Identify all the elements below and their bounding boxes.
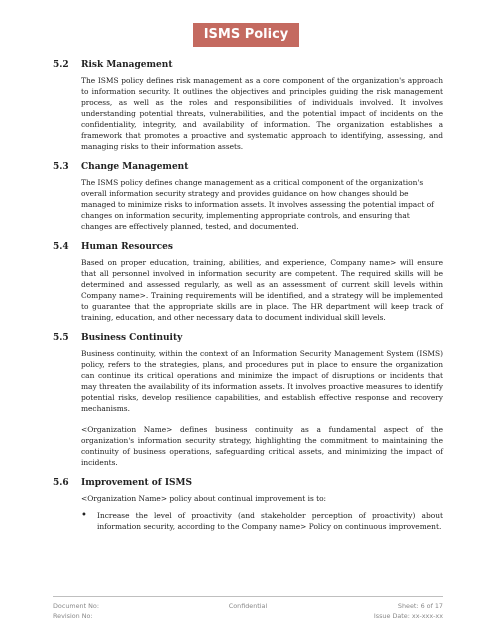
bullet-list (81, 510, 443, 532)
paragraph: <Organization Name> defines business continuity as a fundamental aspect of the organization's information security strategy, highlighting the commitment to maintaining the continuity of business operations, safeguarding critical assets, and minimizing the impact of incidents. (81, 425, 443, 467)
document-body (53, 59, 443, 541)
list-item-text: Increase the level of proactivity (and stakeholder perception of proactivity) about information security, according to the Company name> Policy on continuous improvement. (97, 511, 443, 531)
section-number: 5.4 (53, 242, 69, 252)
footer-document-no: Document No: (53, 602, 99, 610)
footer-confidential: Confidential (228, 602, 268, 610)
paragraph: <Organization Name> policy about continual improvement is to: (81, 494, 327, 503)
section-heading (53, 161, 443, 174)
section-number: 5.6 (53, 478, 69, 488)
paragraph: The ISMS policy defines change management as a critical component of the organization's overall information security strategy and provides guidance on how changes should be managed to minimize risks to information assets. It involves assessing the potential impact of changes on information security, implementing appropriate controls, and ensuring that changes are effectively planned, tested, and documented. (81, 178, 434, 231)
footer-sheet: Sheet: 6 of 17 (397, 602, 443, 610)
paragraph: Based on proper education, training, abilities, and experience, Company name> will ensure that all personnel involved in information security are competent. The required skills will be determined and assessed regularly, as well as an assessment of current skill levels within Company name>. Training requirements will be identified, and a strategy will be implemented to guarantee that the appropriate skills are in place. The HR department will keep track of training, education, and other necessary data to document individual skill levels. (81, 258, 443, 322)
section-number: 5.2 (53, 60, 69, 70)
section-title: Change Management (81, 162, 189, 172)
section-improvement-of-isms (53, 477, 443, 532)
section-human-resources (53, 241, 443, 323)
document-title-banner: ISMS Policy (193, 23, 299, 47)
footer-revision-no: Revision No: (53, 612, 93, 620)
section-business-continuity (53, 332, 443, 468)
paragraph: The ISMS policy defines risk management as a core component of the organization's approach to information security. It outlines the objectives and principles guiding the risk management process, as well as the roles and responsibilities of individuals involved. It involves understanding potential threats, vulnerabilities, and the potential impact of incidents on the confidentiality, integrity, and availability of information. The organization establishes a framework that promotes a proactive and systematic approach to identifying, assessing, and managing risks to their information assets. (81, 76, 443, 151)
section-title: Human Resources (81, 242, 173, 252)
page-footer (53, 601, 443, 621)
paragraph: Business continuity, within the context of an Information Security Management System (ISMS) policy, refers to the strategies, plans, and procedures put in place to ensure the organization can continue its critical operations and minimize the impact of disruptions or incidents that may threaten the availability of its information assets. It involves proactive measures to identify potential risks, develop resilience capabilities, and establish effective response and recovery mechanisms. (81, 349, 443, 413)
footer-row (53, 611, 443, 621)
section-risk-management (53, 59, 443, 152)
bullet-icon: • (81, 510, 87, 521)
list-item (81, 510, 443, 532)
footer-row (53, 601, 443, 611)
section-number: 5.3 (53, 162, 69, 172)
footer-divider (53, 596, 443, 597)
section-heading (53, 332, 443, 345)
section-heading (53, 241, 443, 254)
section-title: Risk Management (81, 60, 173, 70)
section-title: Improvement of ISMS (81, 478, 192, 488)
section-number: 5.5 (53, 333, 69, 343)
footer-issue-date: Issue Date: xx-xxx-xx (373, 612, 443, 620)
footer-spacer (184, 611, 313, 621)
section-heading (53, 477, 443, 490)
section-title: Business Continuity (81, 333, 183, 343)
section-change-management (53, 161, 443, 232)
section-heading (53, 59, 443, 72)
